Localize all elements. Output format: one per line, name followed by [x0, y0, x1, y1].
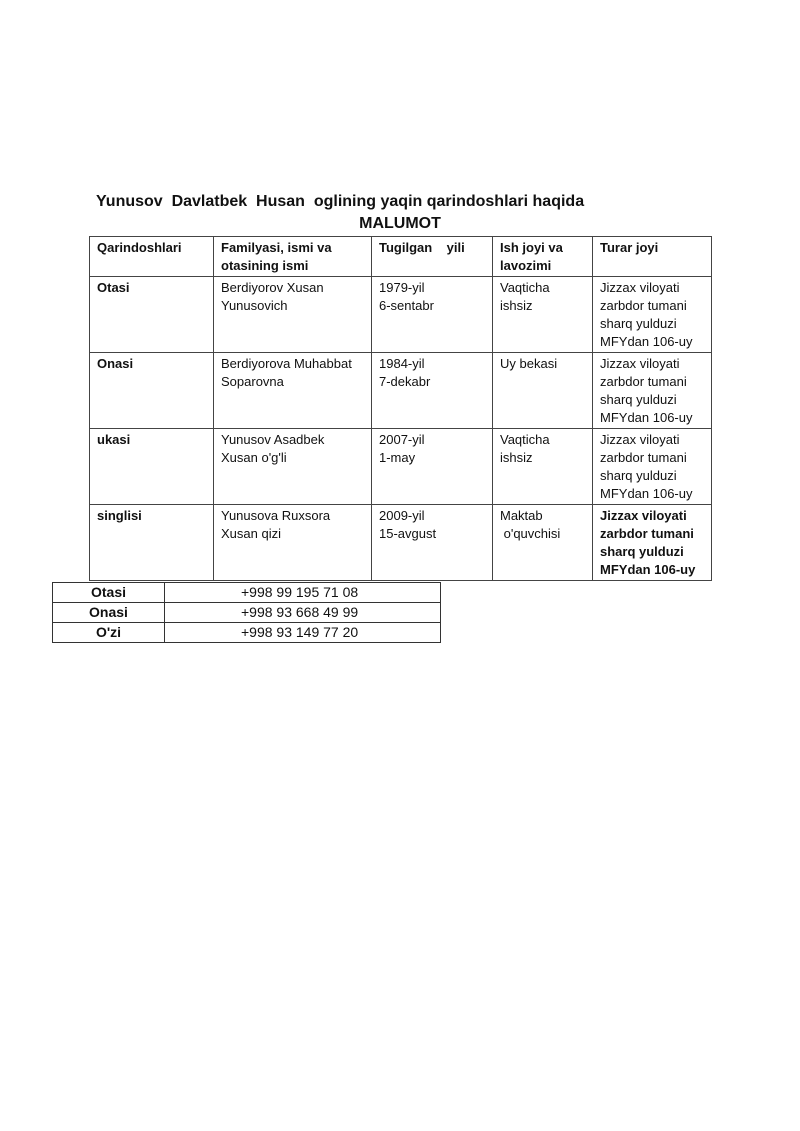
address-line: sharq yulduzi [600, 468, 677, 483]
header-birth-label: Tugilgan yili [379, 240, 465, 255]
work-line: Maktab [500, 508, 543, 523]
address-line: MFYdan 106-uy [600, 562, 696, 577]
phone-label: O'zi [53, 623, 165, 643]
table-row [90, 429, 712, 505]
relation-text: ukasi [97, 432, 131, 447]
address-cell [593, 277, 712, 353]
relation-text: singlisi [97, 508, 142, 523]
relatives-header-row [90, 237, 712, 277]
phone-number: +998 93 668 49 99 [165, 603, 441, 623]
phone-number: +998 99 195 71 08 [165, 583, 441, 603]
work-line: Vaqticha [500, 280, 550, 295]
phone-label: Onasi [53, 603, 165, 623]
name-line: Berdiyorova Muhabbat [221, 356, 352, 371]
phone-row [53, 603, 441, 623]
name-cell [214, 277, 372, 353]
address-cell [593, 353, 712, 429]
birth-line: 1979-yil [379, 280, 425, 295]
relatives-table [89, 236, 712, 581]
birth-cell [372, 277, 493, 353]
name-cell [214, 429, 372, 505]
address-line: MFYdan 106-uy [600, 334, 693, 349]
work-cell [493, 429, 593, 505]
work-cell [493, 277, 593, 353]
header-work-label-2: lavozimi [500, 258, 552, 273]
document-title: Yunusov Davlatbek Husan oglining yaqin qarindoshlari haqida [96, 193, 585, 210]
name-line: Xusan o'g'li [221, 450, 287, 465]
address-line: sharq yulduzi [600, 316, 677, 331]
birth-line: 2009-yil [379, 508, 425, 523]
name-line: Yunusova Ruxsora [221, 508, 331, 523]
birth-cell [372, 353, 493, 429]
work-line: Vaqticha [500, 432, 550, 447]
relation-cell [90, 505, 214, 581]
address-cell [593, 429, 712, 505]
address-line: MFYdan 106-uy [600, 410, 693, 425]
name-cell [214, 505, 372, 581]
phone-number: +998 93 149 77 20 [165, 623, 441, 643]
relation-cell [90, 353, 214, 429]
work-line: ishsiz [500, 298, 533, 313]
header-relation-label: Qarindoshlari [97, 240, 182, 255]
work-line: o'quvchisi [500, 526, 561, 541]
address-line: sharq yulduzi [600, 392, 677, 407]
birth-line: 15-avgust [379, 526, 437, 541]
name-line: Soparovna [221, 374, 284, 389]
address-line: Jizzax viloyati [600, 356, 680, 371]
address-line: MFYdan 106-uy [600, 486, 693, 501]
name-line: Yunusovich [221, 298, 288, 313]
phone-label: Otasi [53, 583, 165, 603]
birth-cell [372, 505, 493, 581]
table-row [90, 505, 712, 581]
header-cell-relation [90, 237, 214, 277]
work-line: ishsiz [500, 450, 533, 465]
header-cell-work [493, 237, 593, 277]
name-cell [214, 353, 372, 429]
relation-cell [90, 429, 214, 505]
header-name-label-2: otasining ismi [221, 258, 309, 273]
birth-line: 1984-yil [379, 356, 425, 371]
address-line: Jizzax viloyati [600, 508, 687, 523]
birth-line: 1-may [379, 450, 416, 465]
work-line: Uy bekasi [500, 356, 558, 371]
table-row [90, 277, 712, 353]
header-cell-name [214, 237, 372, 277]
address-line: zarbdor tumani [600, 298, 687, 313]
phone-row [53, 623, 441, 643]
address-line: sharq yulduzi [600, 544, 684, 559]
relation-cell [90, 277, 214, 353]
relation-text: Otasi [97, 280, 130, 295]
address-line: zarbdor tumani [600, 450, 687, 465]
document-subtitle: MALUMOT [359, 215, 441, 232]
birth-line: 7-dekabr [379, 374, 431, 389]
work-cell [493, 353, 593, 429]
phone-row [53, 583, 441, 603]
phones-table [52, 582, 441, 643]
header-name-label-1: Familyasi, ismi va [221, 240, 332, 255]
birth-cell [372, 429, 493, 505]
address-line: Jizzax viloyati [600, 280, 680, 295]
name-line: Yunusov Asadbek [221, 432, 325, 447]
header-cell-address [593, 237, 712, 277]
header-cell-birth [372, 237, 493, 277]
name-line: Xusan qizi [221, 526, 281, 541]
address-line: zarbdor tumani [600, 526, 694, 541]
address-line: zarbdor tumani [600, 374, 687, 389]
header-work-label-1: Ish joyi va [500, 240, 563, 255]
work-cell [493, 505, 593, 581]
address-cell [593, 505, 712, 581]
relation-text: Onasi [97, 356, 134, 371]
header-address-label: Turar joyi [600, 240, 659, 255]
name-line: Berdiyorov Xusan [221, 280, 324, 295]
table-row [90, 353, 712, 429]
birth-line: 2007-yil [379, 432, 425, 447]
birth-line: 6-sentabr [379, 298, 434, 313]
address-line: Jizzax viloyati [600, 432, 680, 447]
